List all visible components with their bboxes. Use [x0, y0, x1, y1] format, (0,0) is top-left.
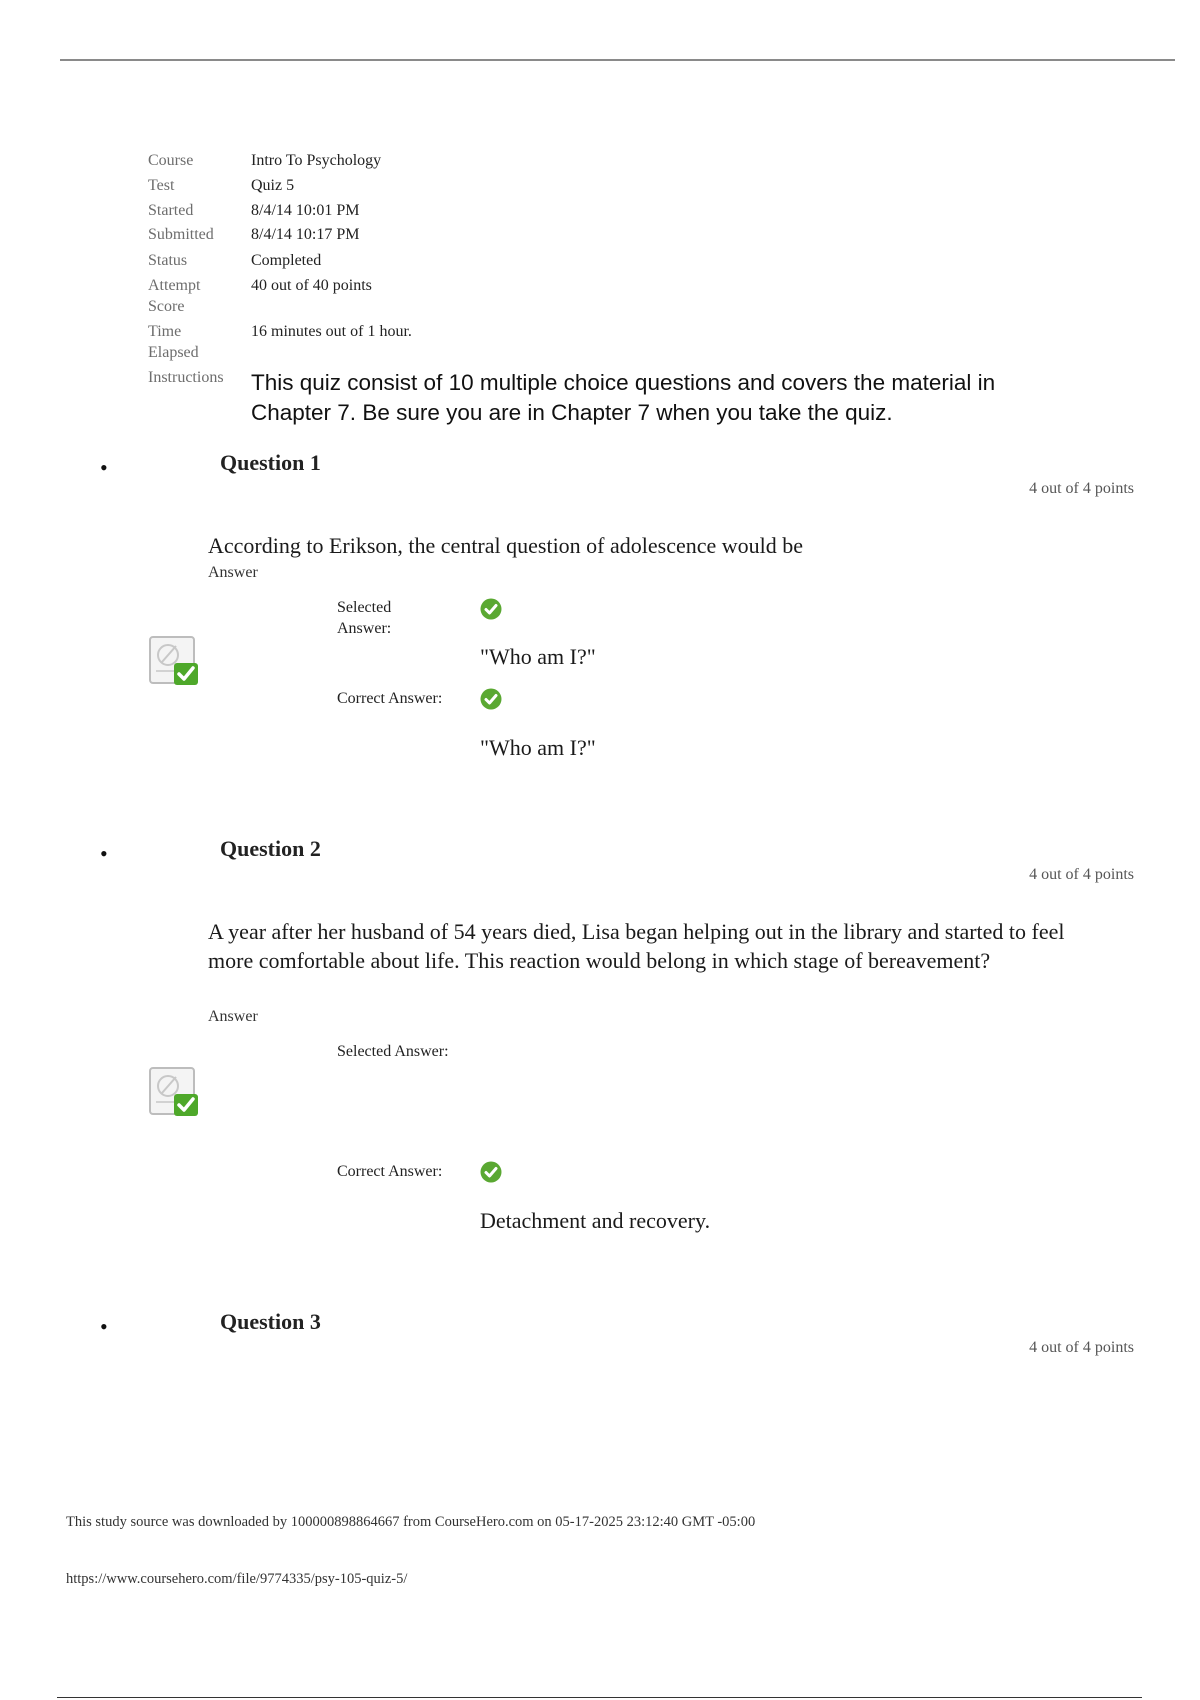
correct-answer-icon — [148, 1066, 202, 1120]
correct-answer-text: Detachment and recovery. — [480, 1208, 711, 1233]
bottom-divider — [57, 1697, 1142, 1698]
question-bullet: • — [100, 841, 108, 866]
check-circle-icon — [480, 688, 502, 710]
info-label-submitted: Submitted — [148, 226, 214, 243]
info-label-instructions: Instructions — [148, 369, 224, 386]
correct-answer-icon — [148, 635, 202, 689]
check-circle-icon — [480, 598, 502, 620]
selected-answer-label: Selected Answer: — [337, 599, 392, 637]
question-text: According to Erikson, the central question of adolescence would be — [208, 533, 804, 558]
selected-answer-label: Selected Answer: — [337, 1043, 449, 1060]
info-value-test: Quiz 5 — [251, 177, 295, 194]
check-circle-icon — [480, 1161, 502, 1183]
info-label-status: Status — [148, 252, 188, 269]
info-value-instructions: This quiz consist of 10 multiple choice questions and covers the material in Chapter 7. Be sure you are in Chapter 7 when you take the quiz. — [251, 370, 996, 425]
info-value-submitted: 8/4/14 10:17 PM — [251, 226, 360, 243]
source-url: https://www.coursehero.com/file/9774335/psy-105-quiz-5/ — [66, 1571, 408, 1587]
top-divider — [60, 59, 1175, 61]
info-label-course: Course — [148, 152, 194, 169]
question-bullet: • — [100, 455, 108, 480]
question-points: 4 out of 4 points — [1029, 480, 1134, 497]
info-label-started: Started — [148, 202, 194, 219]
info-value-attempt-score: 40 out of 40 points — [251, 277, 372, 294]
answer-label: Answer — [208, 564, 258, 581]
question-title: Question 1 — [220, 450, 321, 475]
info-value-course: Intro To Psychology — [251, 152, 382, 169]
question-points: 4 out of 4 points — [1029, 1339, 1134, 1356]
question-points: 4 out of 4 points — [1029, 866, 1134, 883]
question-title: Question 3 — [220, 1309, 321, 1334]
correct-answer-label: Correct Answer: — [337, 690, 443, 707]
answer-label: Answer — [208, 1008, 258, 1025]
info-label-test: Test — [148, 177, 175, 194]
info-value-status: Completed — [251, 252, 322, 269]
selected-answer-text: "Who am I?" — [480, 644, 596, 669]
question-bullet: • — [100, 1314, 108, 1339]
correct-answer-label: Correct Answer: — [337, 1163, 443, 1180]
info-value-time-elapsed: 16 minutes out of 1 hour. — [251, 323, 412, 340]
info-value-started: 8/4/14 10:01 PM — [251, 202, 360, 219]
question-title: Question 2 — [220, 836, 321, 861]
info-label-attempt-score: Attempt Score — [148, 277, 201, 315]
source-notice: This study source was downloaded by 100000898864667 from CourseHero.com on 05-17-2025 23:12:40 GMT -05:00 — [66, 1514, 756, 1530]
question-text: A year after her husband of 54 years died, Lisa began helping out in the library and started to feel more comfortable about life. This reaction would belong in which stage of bereavement? — [208, 919, 1065, 973]
info-label-time-elapsed: Time Elapsed — [148, 323, 199, 361]
correct-answer-text: "Who am I?" — [480, 735, 596, 760]
